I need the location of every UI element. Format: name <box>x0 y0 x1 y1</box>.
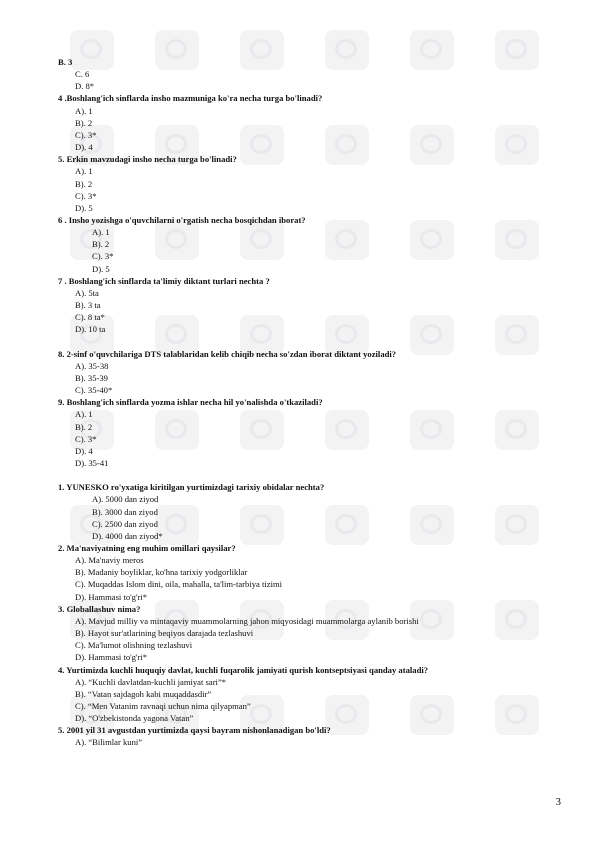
answer-line: B). 3000 dan ziyod <box>92 506 158 517</box>
question-line: 3. Globallashuv nima? <box>58 603 141 614</box>
answer-line: C. 6 <box>75 69 90 80</box>
answer-line: B). 2 <box>75 421 93 432</box>
watermark-logo-icon <box>240 220 284 260</box>
watermark-logo-icon <box>155 410 199 450</box>
watermark-logo-icon <box>410 505 454 545</box>
answer-line: D). 4 <box>75 445 93 456</box>
question-line: 6 . Insho yozishga o'quvchilarni o'rgatish necha bosqichdan iborat? <box>58 214 306 225</box>
answer-line: C). 3* <box>75 129 97 140</box>
watermark-logo-icon <box>325 30 369 70</box>
watermark-logo-icon <box>495 220 539 260</box>
answer-line: C). 3* <box>92 251 114 262</box>
answer-line: D). 5 <box>92 263 110 274</box>
question-line: 4. Yurtimizda kuchli huquqiy davlat, kuchli fuqarolik jamiyati qurish kontseptsiyasi qanday ataladi? <box>58 664 429 675</box>
watermark-logo-icon <box>325 410 369 450</box>
watermark-logo-icon <box>410 30 454 70</box>
watermark-logo-icon <box>410 220 454 260</box>
question-line: 1. YUNESKO ro'yxatiga kiritilgan yurtimizdagi tarixiy obidalar nechta? <box>58 482 325 493</box>
question-line: 8. 2-sinf o'quvchilariga DTS talablaridan kelib chiqib necha so'zdan iborat diktant yoziladi? <box>58 348 397 359</box>
watermark-logo-icon <box>495 125 539 165</box>
watermark-logo-icon <box>325 695 369 735</box>
answer-line: B). 3 ta <box>75 300 101 310</box>
answer-line: D). 5 <box>75 202 93 213</box>
answer-line: A). 1 <box>75 166 93 177</box>
answer-line: B). Hayot sur'atlarining beqiyos darajada tezlashuvi <box>75 628 254 639</box>
answer-line: B). 2 <box>75 117 93 128</box>
answer-line: A). “Kuchli davlatdan-kuchli jamiyat sari”* <box>75 676 227 687</box>
question-line: B. 3 <box>58 57 73 67</box>
watermark-logo-icon <box>410 695 454 735</box>
watermark-logo-icon <box>410 410 454 450</box>
answer-line: C). 3* <box>75 190 97 201</box>
answer-line: A). “Bilimlar kuni” <box>75 737 143 748</box>
question-line: 5. 2001 yil 31 avgustdan yurtimizda qaysi bayram nishonlanadigan bo'ldi? <box>58 725 331 736</box>
answer-line: C). Muqaddas Islom dini, oila, mahalla, ta'lim-tarbiya tizimi <box>75 579 283 590</box>
answer-line: D). 10 ta <box>75 324 106 335</box>
question-line: 5. Erkin mavzudagi insho necha turga bo'linadi? <box>58 154 237 165</box>
answer-line: A). 5ta <box>75 287 99 298</box>
answer-line: B). “Vatan sajdagoh kabi muqaddasdir” <box>75 688 212 699</box>
answer-line: A). 5000 dan ziyod <box>92 494 159 505</box>
question-line: 4 .Boshlang'ich sinflarda insho mazmuniga ko'ra necha turga bo'linadi? <box>58 93 323 104</box>
answer-line: C). 35-40* <box>75 385 113 396</box>
answer-line: D). Hammasi to'g'ri* <box>75 652 148 663</box>
answer-line: C). “Men Vatanim ravnaqi uchun nima qilyapman” <box>75 700 251 711</box>
question-line: 7 . Boshlang'ich sinflarda ta'limiy diktant turlari nechta ? <box>58 275 270 286</box>
watermark-logo-icon <box>240 30 284 70</box>
watermark-logo-icon <box>325 220 369 260</box>
answer-line: B). 35-39 <box>75 372 108 383</box>
watermark-logo-icon <box>240 505 284 545</box>
question-line: 9. Boshlang'ich sinflarda yozma ishlar necha hil yo'nalishda o'tkaziladi? <box>58 397 323 408</box>
watermark-logo-icon <box>70 30 114 70</box>
watermark-logo-icon <box>495 695 539 735</box>
answer-line: C). Ma'lumot olishning tezlashuvi <box>75 640 193 651</box>
watermark-logo-icon <box>240 410 284 450</box>
watermark-logo-icon <box>410 315 454 355</box>
watermark-logo-icon <box>325 125 369 165</box>
answer-line: D). 4000 dan ziyod* <box>92 530 163 541</box>
answer-line: B). 2 <box>92 239 110 250</box>
watermark-logo-icon <box>495 30 539 70</box>
answer-line: B). 2 <box>75 178 93 189</box>
answer-line: D). Hammasi to'g'ri* <box>75 591 148 602</box>
watermark-logo-icon <box>495 315 539 355</box>
page-number: 3 <box>555 796 561 808</box>
watermark-logo-icon <box>155 30 199 70</box>
watermark-logo-icon <box>240 125 284 165</box>
watermark-logo-icon <box>495 600 539 640</box>
answer-line: A). 35-38 <box>75 360 109 371</box>
answer-line: C). 2500 dan ziyod <box>92 518 158 529</box>
answer-line: A). 1 <box>75 409 93 420</box>
watermark-logo-icon <box>410 125 454 165</box>
answer-line: D). 4 <box>75 142 93 153</box>
watermark-logo-icon <box>495 505 539 545</box>
answer-line: D). “O'zbekistonda yagona Vatan” <box>75 713 194 724</box>
answer-line: C). 3* <box>75 433 97 444</box>
answer-line: A). Mavjud milliy va mintaqaviy muammolarning jahon miqyosidagi muammolarga aylanib borishi <box>75 615 419 626</box>
answer-line: A). 1 <box>92 227 110 238</box>
answer-line: D. 8* <box>75 81 95 92</box>
answer-line: A). Ma'naviy meros <box>75 555 144 566</box>
answer-line: B). Madaniy boyliklar, ko'hna tarixiy yodgorliklar <box>75 567 248 578</box>
answer-line: A). 1 <box>75 105 93 116</box>
question-line: 2. Ma'naviyatning eng muhim omillari qaysilar? <box>58 543 236 553</box>
watermark-logo-icon <box>155 220 199 260</box>
watermark-logo-icon <box>495 410 539 450</box>
watermark-logo-icon <box>325 505 369 545</box>
answer-line: C). 8 ta* <box>75 312 105 323</box>
answer-line: D). 35-41 <box>75 457 109 468</box>
